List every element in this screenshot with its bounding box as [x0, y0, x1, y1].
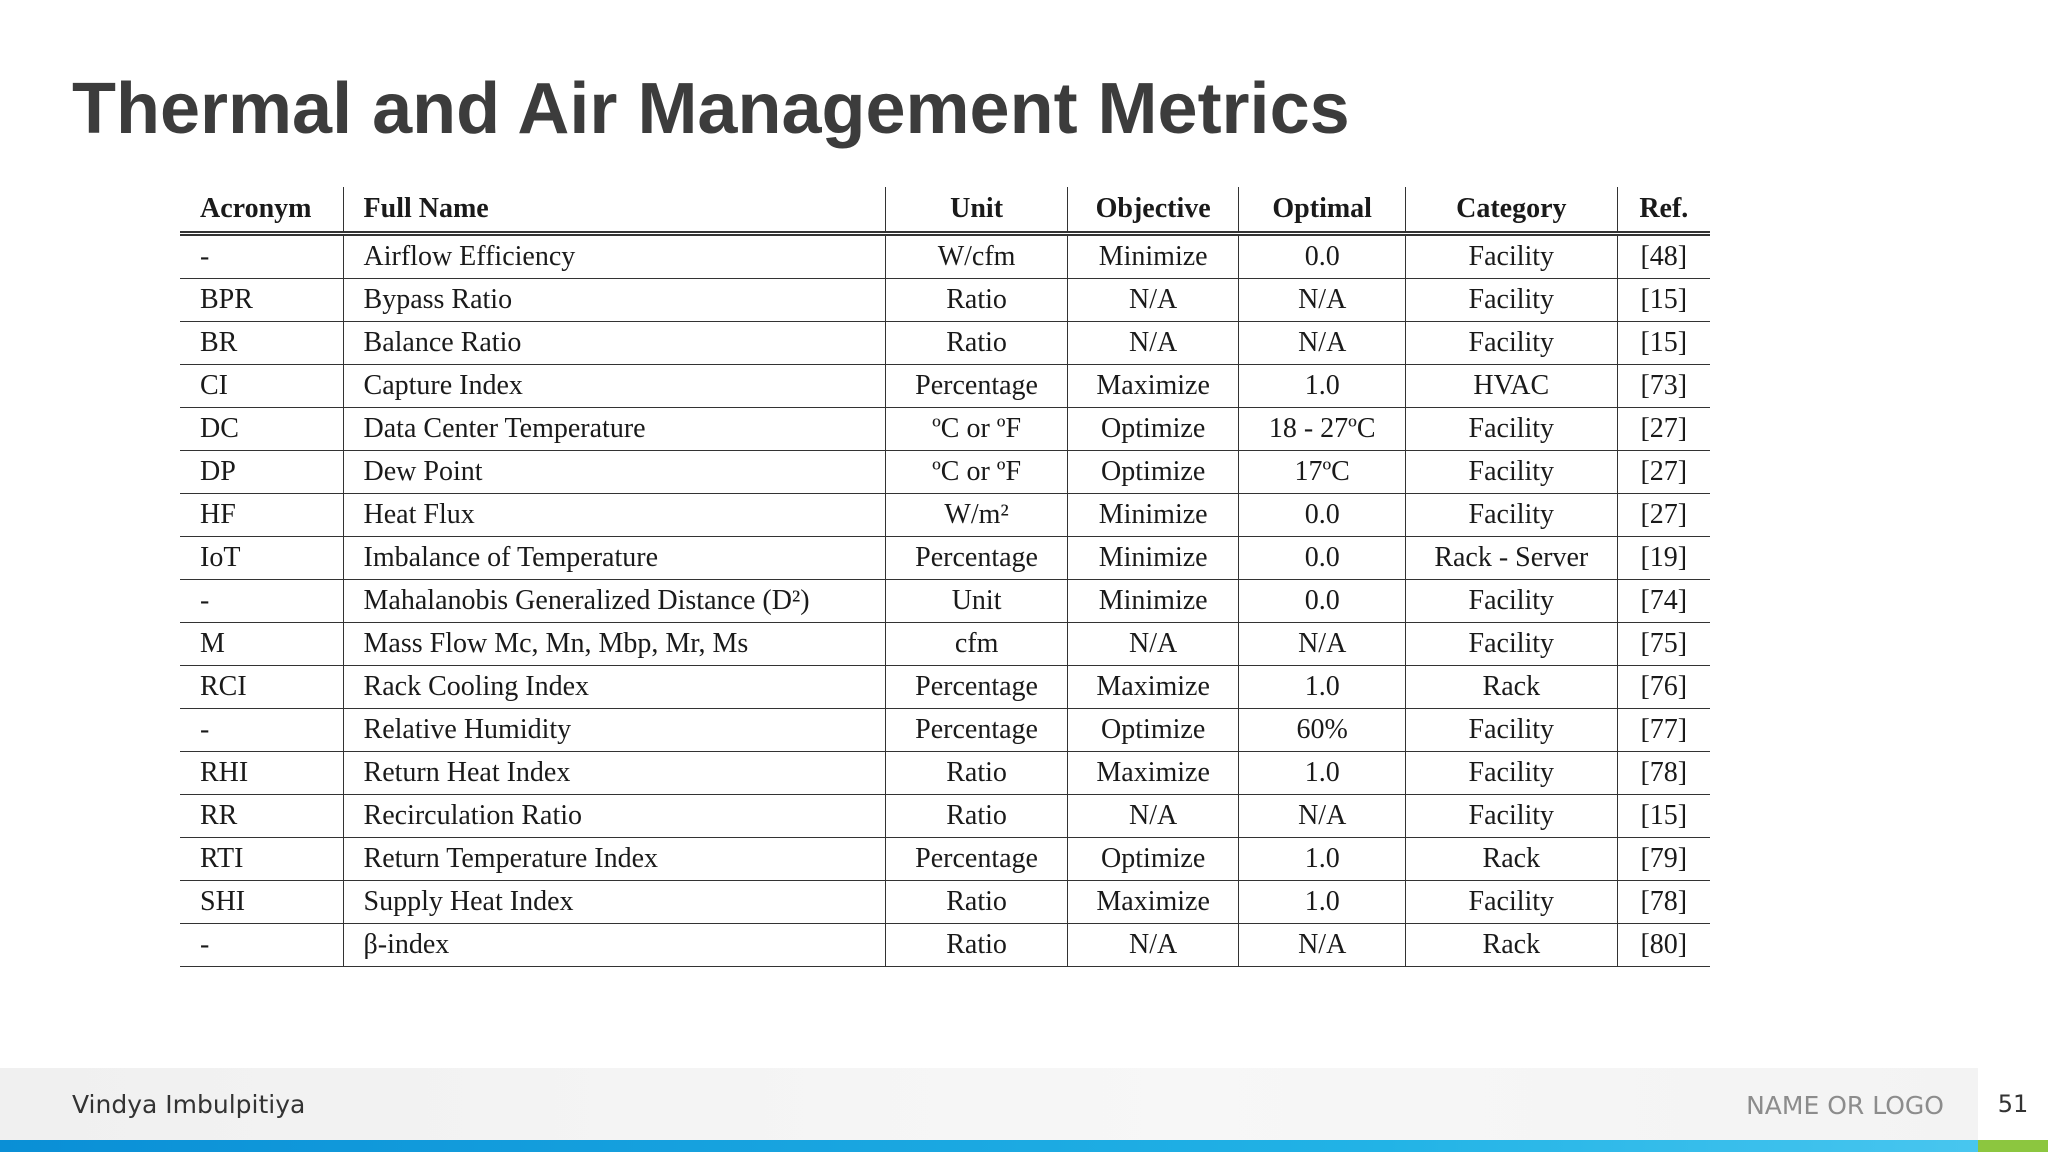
table-row: [180, 881, 1710, 924]
cell-objective: Minimize: [1067, 234, 1239, 279]
cell-full-name: Return Temperature Index: [343, 838, 886, 881]
cell-category: Facility: [1405, 752, 1617, 795]
cell-unit: Percentage: [886, 537, 1068, 580]
cell-full-name: Return Heat Index: [343, 752, 886, 795]
cell-ref: [19]: [1617, 537, 1710, 580]
cell-objective: Optimize: [1067, 838, 1239, 881]
cell-category: Facility: [1405, 451, 1617, 494]
header-unit: Unit: [886, 187, 1068, 234]
cell-unit: ºC or ºF: [886, 408, 1068, 451]
cell-unit: Percentage: [886, 838, 1068, 881]
cell-full-name: Capture Index: [343, 365, 886, 408]
cell-optimal: N/A: [1239, 924, 1406, 967]
table-row: [180, 709, 1710, 752]
cell-category: Facility: [1405, 881, 1617, 924]
cell-ref: [78]: [1617, 752, 1710, 795]
cell-objective: Minimize: [1067, 537, 1239, 580]
cell-category: Facility: [1405, 234, 1617, 279]
cell-objective: Minimize: [1067, 494, 1239, 537]
cell-category: Facility: [1405, 322, 1617, 365]
cell-full-name: Mahalanobis Generalized Distance (D²): [343, 580, 886, 623]
cell-objective: Minimize: [1067, 580, 1239, 623]
cell-objective: N/A: [1067, 279, 1239, 322]
table-row: [180, 752, 1710, 795]
cell-ref: [80]: [1617, 924, 1710, 967]
footer: [0, 1068, 1978, 1140]
cell-category: Rack: [1405, 838, 1617, 881]
table-row: [180, 924, 1710, 967]
cell-category: Facility: [1405, 494, 1617, 537]
cell-unit: Ratio: [886, 924, 1068, 967]
cell-unit: Ratio: [886, 881, 1068, 924]
cell-optimal: 1.0: [1239, 881, 1406, 924]
cell-optimal: 18 - 27ºC: [1239, 408, 1406, 451]
table-row: [180, 494, 1710, 537]
table-row: [180, 322, 1710, 365]
cell-ref: [15]: [1617, 795, 1710, 838]
cell-optimal: 17ºC: [1239, 451, 1406, 494]
cell-category: Facility: [1405, 279, 1617, 322]
cell-unit: W/m²: [886, 494, 1068, 537]
header-acronym: Acronym: [180, 187, 343, 234]
cell-ref: [48]: [1617, 234, 1710, 279]
cell-objective: Optimize: [1067, 709, 1239, 752]
metrics-table: [180, 187, 1710, 967]
cell-full-name: Heat Flux: [343, 494, 886, 537]
cell-acronym: IoT: [180, 537, 343, 580]
cell-acronym: -: [180, 709, 343, 752]
cell-unit: Ratio: [886, 322, 1068, 365]
cell-optimal: 1.0: [1239, 666, 1406, 709]
cell-acronym: RCI: [180, 666, 343, 709]
cell-objective: Maximize: [1067, 666, 1239, 709]
accent-bar: [0, 1140, 1978, 1152]
header-category: Category: [1405, 187, 1617, 234]
cell-ref: [74]: [1617, 580, 1710, 623]
cell-full-name: β-index: [343, 924, 886, 967]
cell-unit: W/cfm: [886, 234, 1068, 279]
page-number: 51: [1978, 1068, 2048, 1140]
cell-unit: cfm: [886, 623, 1068, 666]
cell-objective: N/A: [1067, 322, 1239, 365]
cell-optimal: N/A: [1239, 623, 1406, 666]
cell-full-name: Recirculation Ratio: [343, 795, 886, 838]
table-row: [180, 623, 1710, 666]
cell-optimal: N/A: [1239, 322, 1406, 365]
table-row: [180, 451, 1710, 494]
cell-acronym: DP: [180, 451, 343, 494]
cell-acronym: M: [180, 623, 343, 666]
cell-acronym: RR: [180, 795, 343, 838]
table-row: [180, 580, 1710, 623]
cell-acronym: -: [180, 580, 343, 623]
cell-category: Facility: [1405, 580, 1617, 623]
table-body: [180, 234, 1710, 967]
cell-unit: Ratio: [886, 795, 1068, 838]
cell-acronym: BPR: [180, 279, 343, 322]
cell-objective: Maximize: [1067, 881, 1239, 924]
table-header-row: [180, 187, 1710, 234]
cell-category: Facility: [1405, 795, 1617, 838]
cell-full-name: Supply Heat Index: [343, 881, 886, 924]
cell-unit: Ratio: [886, 279, 1068, 322]
cell-acronym: SHI: [180, 881, 343, 924]
cell-optimal: 1.0: [1239, 838, 1406, 881]
cell-objective: Optimize: [1067, 408, 1239, 451]
cell-full-name: Mass Flow Mc, Mn, Mbp, Mr, Ms: [343, 623, 886, 666]
table-row: [180, 408, 1710, 451]
cell-optimal: N/A: [1239, 795, 1406, 838]
table-row: [180, 666, 1710, 709]
cell-objective: N/A: [1067, 623, 1239, 666]
cell-full-name: Bypass Ratio: [343, 279, 886, 322]
cell-acronym: DC: [180, 408, 343, 451]
cell-objective: Optimize: [1067, 451, 1239, 494]
cell-ref: [77]: [1617, 709, 1710, 752]
cell-unit: ºC or ºF: [886, 451, 1068, 494]
cell-ref: [27]: [1617, 451, 1710, 494]
cell-full-name: Rack Cooling Index: [343, 666, 886, 709]
accent-bar-end: [1978, 1140, 2048, 1152]
cell-objective: Maximize: [1067, 752, 1239, 795]
cell-objective: N/A: [1067, 924, 1239, 967]
cell-category: HVAC: [1405, 365, 1617, 408]
cell-ref: [79]: [1617, 838, 1710, 881]
cell-acronym: -: [180, 924, 343, 967]
cell-objective: Maximize: [1067, 365, 1239, 408]
cell-category: Rack: [1405, 924, 1617, 967]
cell-full-name: Airflow Efficiency: [343, 234, 886, 279]
cell-ref: [73]: [1617, 365, 1710, 408]
cell-ref: [15]: [1617, 279, 1710, 322]
cell-ref: [15]: [1617, 322, 1710, 365]
header-full-name: Full Name: [343, 187, 886, 234]
table-row: [180, 279, 1710, 322]
cell-acronym: -: [180, 234, 343, 279]
cell-acronym: BR: [180, 322, 343, 365]
cell-category: Facility: [1405, 408, 1617, 451]
cell-optimal: 0.0: [1239, 580, 1406, 623]
cell-optimal: 60%: [1239, 709, 1406, 752]
table-row: [180, 365, 1710, 408]
cell-full-name: Dew Point: [343, 451, 886, 494]
cell-ref: [76]: [1617, 666, 1710, 709]
cell-acronym: CI: [180, 365, 343, 408]
footer-logo-placeholder: NAME OR LOGO: [1746, 1091, 1944, 1120]
cell-acronym: RHI: [180, 752, 343, 795]
cell-ref: [78]: [1617, 881, 1710, 924]
header-optimal: Optimal: [1239, 187, 1406, 234]
table-row: [180, 234, 1710, 279]
cell-category: Facility: [1405, 623, 1617, 666]
cell-unit: Ratio: [886, 752, 1068, 795]
header-ref: Ref.: [1617, 187, 1710, 234]
slide-title: Thermal and Air Management Metrics: [72, 69, 1350, 149]
cell-ref: [75]: [1617, 623, 1710, 666]
cell-full-name: Imbalance of Temperature: [343, 537, 886, 580]
cell-unit: Percentage: [886, 666, 1068, 709]
table-row: [180, 537, 1710, 580]
cell-full-name: Data Center Temperature: [343, 408, 886, 451]
cell-optimal: 1.0: [1239, 365, 1406, 408]
header-objective: Objective: [1067, 187, 1239, 234]
cell-category: Rack - Server: [1405, 537, 1617, 580]
cell-unit: Unit: [886, 580, 1068, 623]
cell-acronym: RTI: [180, 838, 343, 881]
cell-optimal: 1.0: [1239, 752, 1406, 795]
cell-full-name: Relative Humidity: [343, 709, 886, 752]
cell-optimal: 0.0: [1239, 494, 1406, 537]
cell-category: Rack: [1405, 666, 1617, 709]
table-row: [180, 838, 1710, 881]
cell-objective: N/A: [1067, 795, 1239, 838]
footer-author: Vindya Imbulpitiya: [72, 1090, 306, 1119]
cell-full-name: Balance Ratio: [343, 322, 886, 365]
cell-optimal: 0.0: [1239, 537, 1406, 580]
cell-acronym: HF: [180, 494, 343, 537]
cell-ref: [27]: [1617, 408, 1710, 451]
cell-unit: Percentage: [886, 365, 1068, 408]
cell-optimal: 0.0: [1239, 234, 1406, 279]
cell-category: Facility: [1405, 709, 1617, 752]
cell-optimal: N/A: [1239, 279, 1406, 322]
table-row: [180, 795, 1710, 838]
cell-unit: Percentage: [886, 709, 1068, 752]
cell-ref: [27]: [1617, 494, 1710, 537]
